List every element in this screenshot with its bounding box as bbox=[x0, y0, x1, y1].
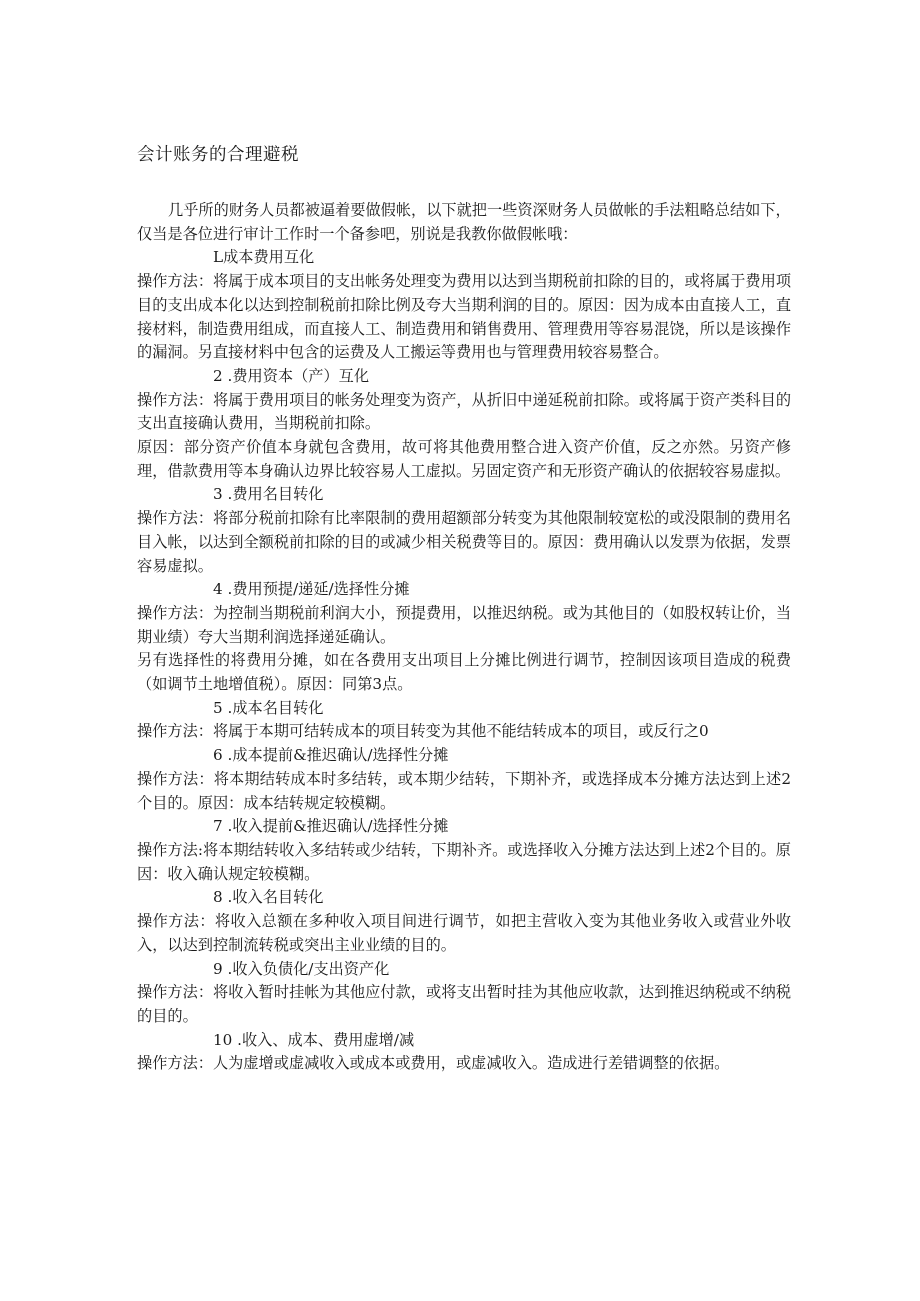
document-title: 会计账务的合理避税 bbox=[137, 145, 299, 165]
section-9-paragraph-1: 操作方法：将收入暂时挂帐为其他应付款，或将支出暂时挂为其他应收款，达到推迟纳税或不纳税的目的。 bbox=[137, 983, 791, 1025]
section-heading-5: 5 .成本名目转化 bbox=[213, 698, 324, 717]
section-2-paragraph-1: 操作方法：将属于费用项目的帐务处理变为资产，从折旧中递延税前扣除。或将属于资产类科目的支出直接确认费用，当期税前扣除。 bbox=[137, 390, 791, 433]
section-4-paragraph-2: 另有选择性的将费用分摊，如在各费用支出项目上分摊比例进行调节，控制因该项目造成的税费（如调节土地增值税）。原因：同第3点。 bbox=[137, 651, 791, 694]
section-heading-10: 10 .收入、成本、费用虚增/减 bbox=[213, 1030, 415, 1049]
section-7-paragraph-1: 操作方法:将本期结转收入多结转或少结转，下期补齐。或选择收入分摊方法达到上述2个目的。原因：收入确认规定较模糊。 bbox=[137, 840, 791, 883]
section-6-paragraph-1: 操作方法：将本期结转成本时多结转，或本期少结转，下期补齐，或选择成本分摊方法达到上述2个目的。原因：成本结转规定较模糊。 bbox=[137, 769, 791, 812]
section-1-paragraph-1: 操作方法：将属于成本项目的支出帐务处理变为费用以达到当期税前扣除的目的，或将属于费用项目的支出成本化以达到控制税前扣除比例及夸大当期利润的目的。原因：因为成本由直接人工，直接材料，制造费用组成，而直接人工、制造费用和销售费用、管理费用等容易混饶，所以是该操作的漏洞。另直接材料中包含的运费及人工搬运等费用也与管理费用较容易整合。 bbox=[137, 272, 791, 362]
intro-paragraph: 几乎所的财务人员都被逼着要做假帐，以下就把一些资深财务人员做帐的手法粗略总结如下，仅当是各位进行审计工作时一个备参吧，别说是我教你做假帐哦： bbox=[137, 201, 791, 243]
section-heading-4: 4 .费用预提/递延/选择性分摊 bbox=[213, 580, 410, 599]
section-heading-6: 6 .成本提前&推迟确认/选择性分摊 bbox=[213, 746, 449, 765]
section-heading-8: 8 .收入名目转化 bbox=[213, 888, 324, 907]
section-10-paragraph-1: 操作方法：人为虚增或虚减收入或成本或费用，或虚减收入。造成进行差错调整的依据。 bbox=[137, 1054, 730, 1073]
document-body bbox=[137, 199, 791, 1076]
section-4-paragraph-1: 操作方法：为控制当期税前利润大小，预提费用，以推迟纳税。或为其他目的（如股权转让价，当期业绩）夸大当期利润选择递延确认。 bbox=[137, 603, 791, 646]
section-5-paragraph-1: 操作方法：将属于本期可结转成本的项目转变为其他不能结转成本的项目，或反行之0 bbox=[137, 722, 709, 741]
section-heading-3: 3 .费用名目转化 bbox=[213, 485, 324, 504]
section-3-paragraph-1: 操作方法：将部分税前扣除有比率限制的费用超额部分转变为其他限制较宽松的或没限制的费用名目入帐，以达到全额税前扣除的目的或减少相关税费等目的。原因：费用确认以发票为依据，发票容易虚拟。 bbox=[137, 509, 791, 575]
section-heading-7: 7 .收入提前&推迟确认/选择性分摊 bbox=[213, 817, 449, 836]
section-heading-2: 2 .费用资本（产）互化 bbox=[213, 366, 370, 385]
section-2-paragraph-2: 原因：部分资产价值本身就包含费用，故可将其他费用整合进入资产价值，反之亦然。另资产修理，借款费用等本身确认边界比较容易人工虚拟。另固定资产和无形资产确认的依据较容易虚拟。 bbox=[137, 438, 791, 480]
section-8-paragraph-1: 操作方法：将收入总额在多种收入项目间进行调节，如把主营收入变为其他业务收入或营业外收入，以达到控制流转税或突出主业业绩的目的。 bbox=[137, 912, 791, 954]
section-heading-1: L成本费用互化 bbox=[213, 248, 315, 267]
section-heading-9: 9 .收入负债化/支出资产化 bbox=[213, 959, 390, 978]
